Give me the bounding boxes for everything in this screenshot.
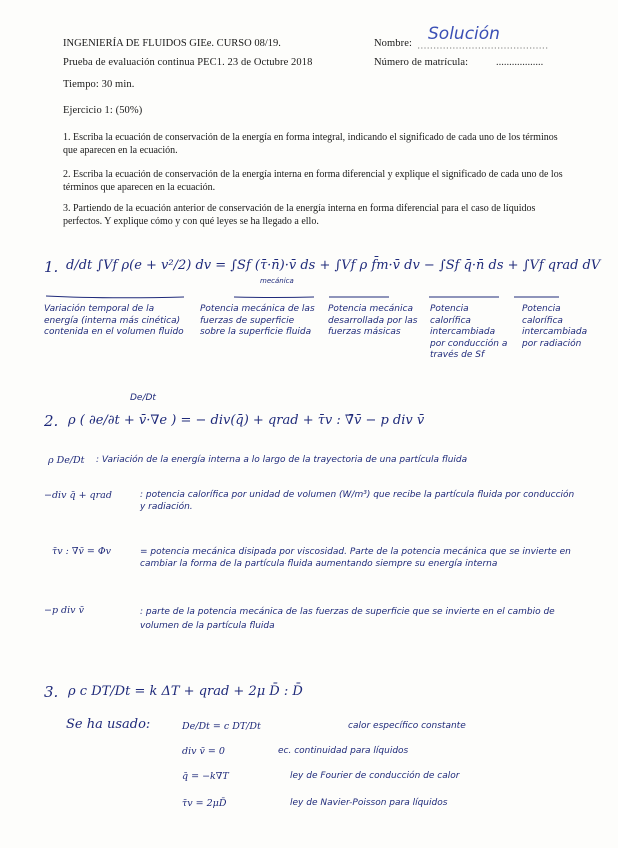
answer-2-item-4-symbol: −p div v̄: [44, 605, 84, 616]
question-3: 3. Partiendo de la ecuación anterior de conservación de la energía interna en forma diferencial para el caso de líquidos perfectos. Y explique cómo y con qué leyes se ha llegado a ello.: [63, 203, 536, 227]
answer-1-term-5: Potencia calorífica intercambiada por radiación: [522, 304, 588, 349]
answer-1-term-4: Potencia calorífica intercambiada por conducción a través de Sf: [430, 304, 508, 360]
course-title: INGENIERÍA DE FLUIDOS GIEe. CURSO 08/19.: [63, 38, 281, 49]
answer-3-law-4-eq: τ̄v = 2μD̄: [182, 798, 227, 809]
answer-1-term-3: Potencia mecánica desarrollada por las fuerzas másicas: [328, 304, 418, 337]
answer-1-term-2: Potencia mecánica de las fuerzas de superficie sobre la superficie fluida: [200, 304, 315, 337]
answer-1-number: 1.: [44, 258, 59, 276]
answer-3-used-label: Se ha usado:: [66, 717, 151, 732]
exercise-title: Ejercicio 1: (50%): [63, 105, 143, 116]
answer-2-item-2-symbol: −div q̄ + qrad: [44, 490, 112, 501]
answer-3-law-1-eq: De/Dt = c DT/Dt: [182, 721, 261, 732]
answer-2-item-3-symbol: τ̄v : ∇̄v̄ = Φv: [52, 546, 112, 557]
name-dotted-line: [418, 46, 550, 50]
answer-2-top-note: De/Dt: [130, 393, 156, 403]
answer-3-law-3-eq: q̄ = −k∇T: [182, 771, 229, 782]
question-1: 1. Escriba la ecuación de conservación de la energía en forma integral, indicando el significado de cada uno de los términos que aparecen en la ecuación.: [63, 132, 558, 156]
answer-1-small-note: mecánica: [260, 277, 294, 285]
answer-1-underline: [44, 294, 564, 300]
time-limit: Tiempo: 30 min.: [63, 79, 135, 90]
answer-2-item-1-text: : Variación de la energía interna a lo largo de la trayectoria de una partícula fluida: [96, 455, 468, 465]
answer-2-item-1-symbol: ρ De/Dt: [48, 455, 85, 466]
answer-3-number: 3.: [44, 683, 59, 701]
answer-2-item-4-text: : parte de la potencia mecánica de las fuerzas de superficie que se invierte en el cambio de volumen de la partícula fluida: [140, 607, 555, 631]
answer-3-law-3-text: ley de Fourier de conducción de calor: [290, 771, 460, 781]
answer-2-equation: ρ ( ∂e/∂t + v̄·∇e ) = − div(q̄) + qrad + τ̄v : ∇̄v̄ − p div v̄: [68, 413, 425, 428]
test-line: Prueba de evaluación continua PEC1. 23 de Octubre 2018: [63, 57, 313, 68]
answer-3-equation: ρ c DT/Dt = k ΔT + qrad + 2μ D̄ : D̄: [68, 684, 303, 699]
question-2: 2. Escriba la ecuación de conservación de la energía interna en forma diferencial y explique el significado de cada uno de los términos que aparecen en la ecuación.: [63, 169, 563, 193]
answer-2-item-3-text: = potencia mecánica disipada por viscosidad. Parte de la potencia mecánica que se invierte en cambiar la forma de la partícula fluida aumentando siempre su energía interna: [140, 547, 571, 569]
answer-1-equation: d/dt ∫Vf ρ(e + v²/2) dv = ∫Sf (τ̄·n̄)·v̄ ds + ∫Vf ρ f̄m·v̄ dv − ∫Sf q̄·n̄ ds + ∫Vf qrad dV: [66, 258, 601, 273]
answer-3-law-4-text: ley de Navier-Poisson para líquidos: [290, 798, 448, 808]
answer-2-item-2-text: : potencia calorífica por unidad de volumen (W/m³) que recibe la partícula fluida por conducción y radiación.: [140, 490, 575, 512]
name-value: Solución: [428, 24, 500, 44]
name-label: Nombre:: [374, 38, 413, 49]
matricula-label: Número de matrícula:: [374, 57, 469, 68]
matricula-dots: ..................: [496, 57, 544, 68]
answer-3-law-1-text: calor específico constante: [348, 721, 466, 731]
answer-3-law-2-text: ec. continuidad para líquidos: [278, 746, 409, 756]
answer-2-number: 2.: [44, 412, 59, 430]
answer-3-law-2-eq: div v̄ = 0: [182, 746, 225, 757]
answer-1-term-1: Variación temporal de la energía (interna más cinética) contenida en el volumen fluido: [44, 304, 184, 337]
